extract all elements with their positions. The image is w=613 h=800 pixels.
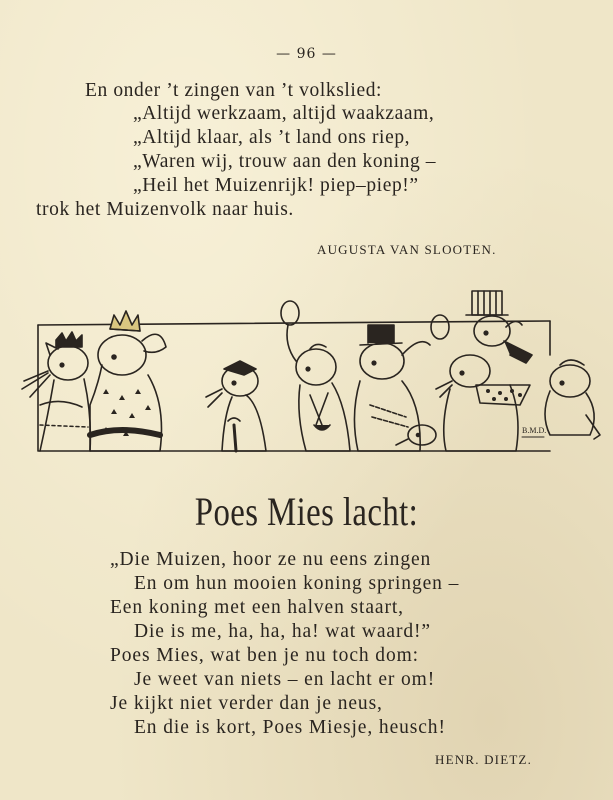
- top-poem-line: trok het Muizenvolk naar huis.: [36, 199, 294, 220]
- bottom-poem-author: HENR. DIETZ.: [435, 752, 533, 767]
- bottom-poem-line: Poes Mies, wat ben je nu toch dom:: [110, 645, 419, 666]
- bottom-poem-line: Je kijkt niet verder dan je neus,: [110, 693, 383, 714]
- top-poem-line: „Waren wij, trouw aan den koning –: [133, 151, 437, 172]
- top-poem-author: AUGUSTA VAN SLOOTEN.: [317, 242, 497, 257]
- section-title: Poes Mies lacht:: [194, 489, 419, 534]
- bottom-poem-line: En die is kort, Poes Miesje, heusch!: [134, 717, 446, 738]
- bottom-poem-line: Je weet van niets – en lacht er om!: [134, 669, 436, 690]
- shawl-mouse: [436, 355, 530, 451]
- bonnet-mouse: [545, 360, 600, 439]
- cane-mouse: [206, 361, 266, 451]
- bottom-poem-line: Een koning met een halven staart,: [110, 597, 404, 618]
- illustration-signature: B.M.D.: [522, 426, 547, 435]
- top-poem-line: „Heil het Muizenrijk! piep–piep!”: [133, 175, 419, 196]
- small-mouse: [396, 425, 436, 445]
- top-poem-line: „Altijd werkzaam, altijd waakzaam,: [133, 103, 435, 124]
- bottom-poem-line: „Die Muizen, hoor ze nu eens zingen: [110, 549, 432, 570]
- striped-hat-mouse: [466, 291, 532, 363]
- bottom-poem-line: En om hun mooien koning springen –: [134, 573, 460, 594]
- top-poem-line: „Altijd klaar, als ’t land ons riep,: [133, 127, 411, 148]
- top-poem-line: En onder ’t zingen van ’t volkslied:: [85, 80, 383, 101]
- mice-procession-illustration: [10, 285, 605, 475]
- bottom-poem-line: Die is me, ha, ha, ha! wat waard!”: [134, 621, 431, 642]
- page-number: — 96 —: [276, 46, 337, 62]
- king-queen-mice: [22, 311, 166, 451]
